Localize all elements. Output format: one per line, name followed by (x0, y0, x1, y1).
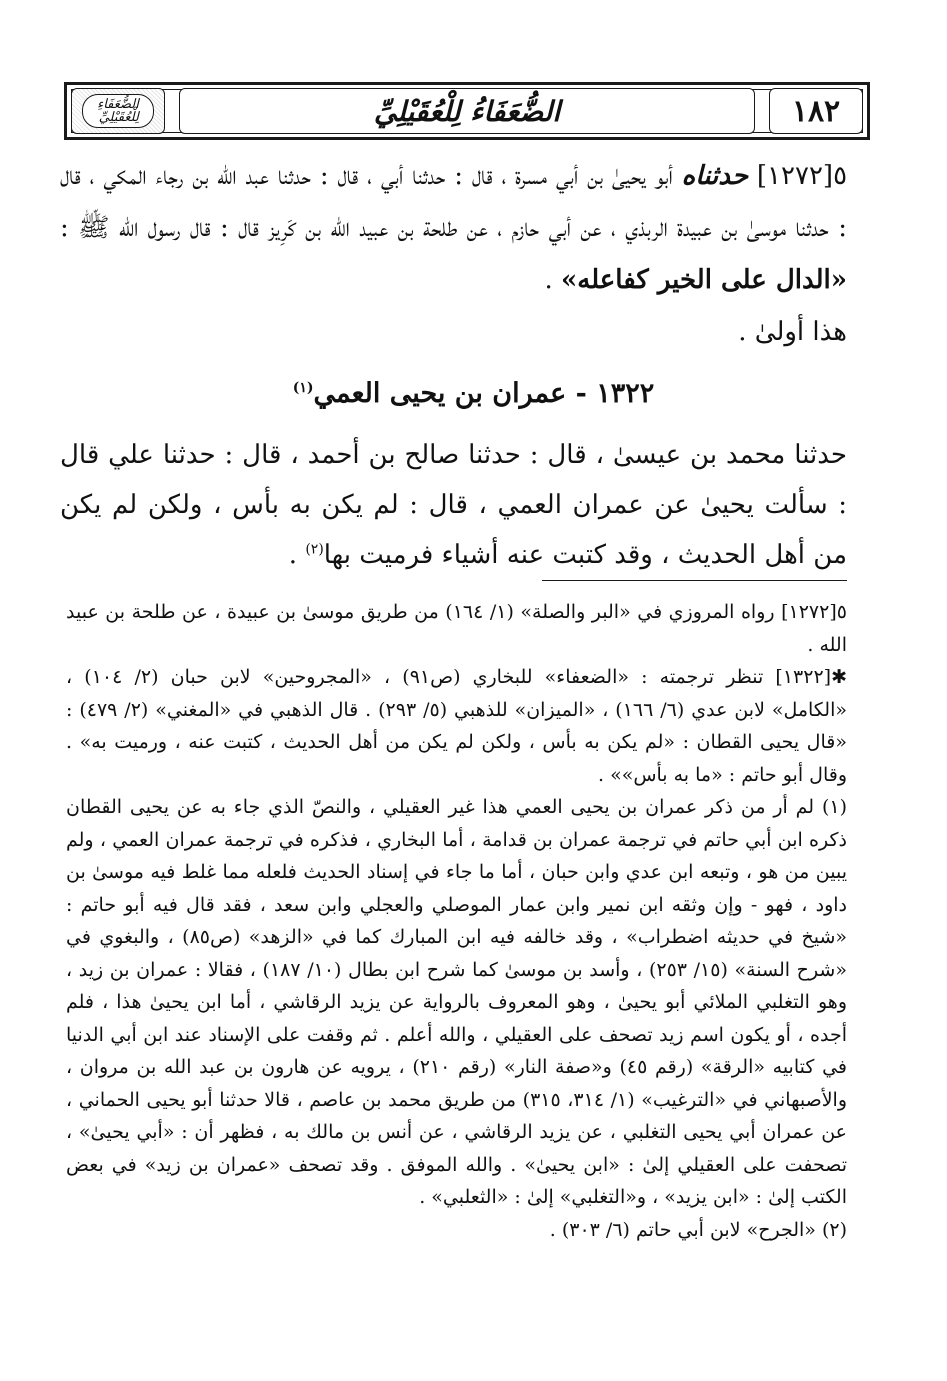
running-header (64, 82, 870, 140)
entry-id: ٥[١٢٧٢] (756, 161, 848, 191)
ornament-medallion (82, 94, 154, 128)
entry-text-footnote-ref: (٢) (305, 541, 324, 558)
paragraph-1322 (60, 430, 847, 580)
footnote-separator (542, 580, 847, 581)
title-ornament-icon (71, 88, 165, 134)
paragraph-comment: هذا أولىٰ . (738, 317, 847, 347)
entry-heading-text: ١٣٢٢ - عمران بن يحيى العمي (313, 378, 655, 409)
footnote-1: (١) لم أر من ذكر عمران بن يحيى العمي هذا غير العقيلي ، والنصّ الذي جاء به عن يحيى القطان ذكره ابن أبي حاتم في ترجمة عمران بن قدامة ، أما البخاري ، فذكره في ترجمة عمران العمي ، ولم يبين من هو ، وتبعه ابن عدي وابن حبان ، أما ما جاء في إسناد الحديث فلعله مما غلط فيه موسىٰ بن داود ، فهو - وإن وثقه ابن نمير وابن عمار الموصلي والعجلي وابن سعد ، فقد قال فيه أبو حاتم : «شيخ في حديثه اضطراب» ، وقد خالفه فيه ابن المبارك كما في «الزهد» (ص٨٥) ، والبغوي في «شرح السنة» (١٥/ ٢٥٣) ، وأسد بن موسىٰ كما شرح ابن بطال (١٠/ ١٨٧) ، فقالا : عمران بن زيد ، وهو التغلبي الملائي أبو يحيىٰ ، وهو المعروف بالرواية عن يزيد الرقاشي ، أما ابن يحيىٰ هذا ، فلم أجده ، أو يكون اسم زيد تصحف على العقيلي ، والله أعلم . ثم وقفت على الإسناد عند ابن أبي الدنيا في كتابيه «الرقة» (رقم ٤٥) و«صفة النار» (رقم ٢١٠) ، يرويه عن هارون بن عبد الله بن مروان ، والأصبهاني في «الترغيب» (١/ ٣١٤، ٣١٥) من طريق محمد بن عاصم ، قالا حدثنا أبو يحيى الحماني ، عن عمران أبي يحيى التغلبي ، عن يزيد الرقاشي ، عن أنس بن مالك به ، فظهر أن : «أبي يحيىٰ» ، تصحفت على العقيلي إلىٰ : «ابن يحيىٰ» . والله الموفق . وقد تصحف «عمران بن زيد» في بعض الكتب إلىٰ : «ابن يزيد» ، و«التغلبي» إلىٰ : «الثعلبي» . (66, 796, 848, 1208)
ornament-line-1: الضُّعَفَاءِ (97, 97, 139, 112)
entry-text: حدثنا محمد بن عيسىٰ ، قال : حدثنا صالح بن أحمد ، قال : حدثنا علي قال : سألت يحيىٰ عن عمران العمي ، قال : لم يكن به بأس ، ولكن لم يكن من أهل الحديث ، وقد كتبت عنه أشياء فرميت بها (60, 440, 847, 570)
main-text (60, 150, 847, 358)
entry-heading-footnote-ref: (١) (292, 380, 314, 396)
main-text-2 (60, 430, 847, 580)
footnote-1272: ٥[١٢٧٢] رواه المروزي في «البر والصلة» (١/ ١٦٤) من طريق موسىٰ بن عبيدة ، عن طلحة بن عبيد الله . (66, 601, 847, 656)
footnotes (66, 596, 847, 1246)
paragraph-1272 (60, 150, 847, 306)
running-title: الضُّعَفَاءُ لِلْعُقَيْلِيِّ (179, 88, 755, 134)
footnote-2: (٢) «الجرح» لابن أبي حاتم (٦/ ٣٠٣) . (549, 1218, 847, 1241)
hadith-text: «الدال على الخير كفاعله» (561, 265, 847, 295)
entry-lead-word: حدثناه (681, 161, 749, 191)
entry-end: . (544, 265, 553, 295)
footnote-1322: ✱[١٣٢٢] تنظر ترجمته : «الضعفاء» للبخاري (ص٩١) ، «المجروحين» لابن حبان (٢/ ١٠٤) ، «الكامل» لابن عدي (٦/ ١٦٦) ، «الميزان» للذهبي (٥/ ٢٩٣) . قال الذهبي في «المغني» (٢/ ٤٧٩) : «قال يحيى القطان : «لم يكن به بأس ، ولكن لم يكن من أهل الحديث ، كتبت عنه ، ورميت به» . وقال أبو حاتم : «ما به بأس»» . (66, 666, 847, 786)
ornament-line-2: لِلْعُقَيْلِيِّ (98, 110, 139, 125)
entry-isnad: أبو يحيىٰ بن أبي مسرة ، قال : حدثنا أبي ، قال : حدثنا عبد الله بن رجاء المكي ، قال : حدثنا موسىٰ بن عبيدة الربذي ، عن أبي حازم ، عن طلحة بن عبيد الله بن كَرِيز قال : قال رسول الله ﷺ : (60, 161, 847, 243)
entry-text-end: . (288, 540, 298, 570)
entry-heading (0, 378, 947, 409)
page-number: ١٨٢ (769, 88, 863, 134)
